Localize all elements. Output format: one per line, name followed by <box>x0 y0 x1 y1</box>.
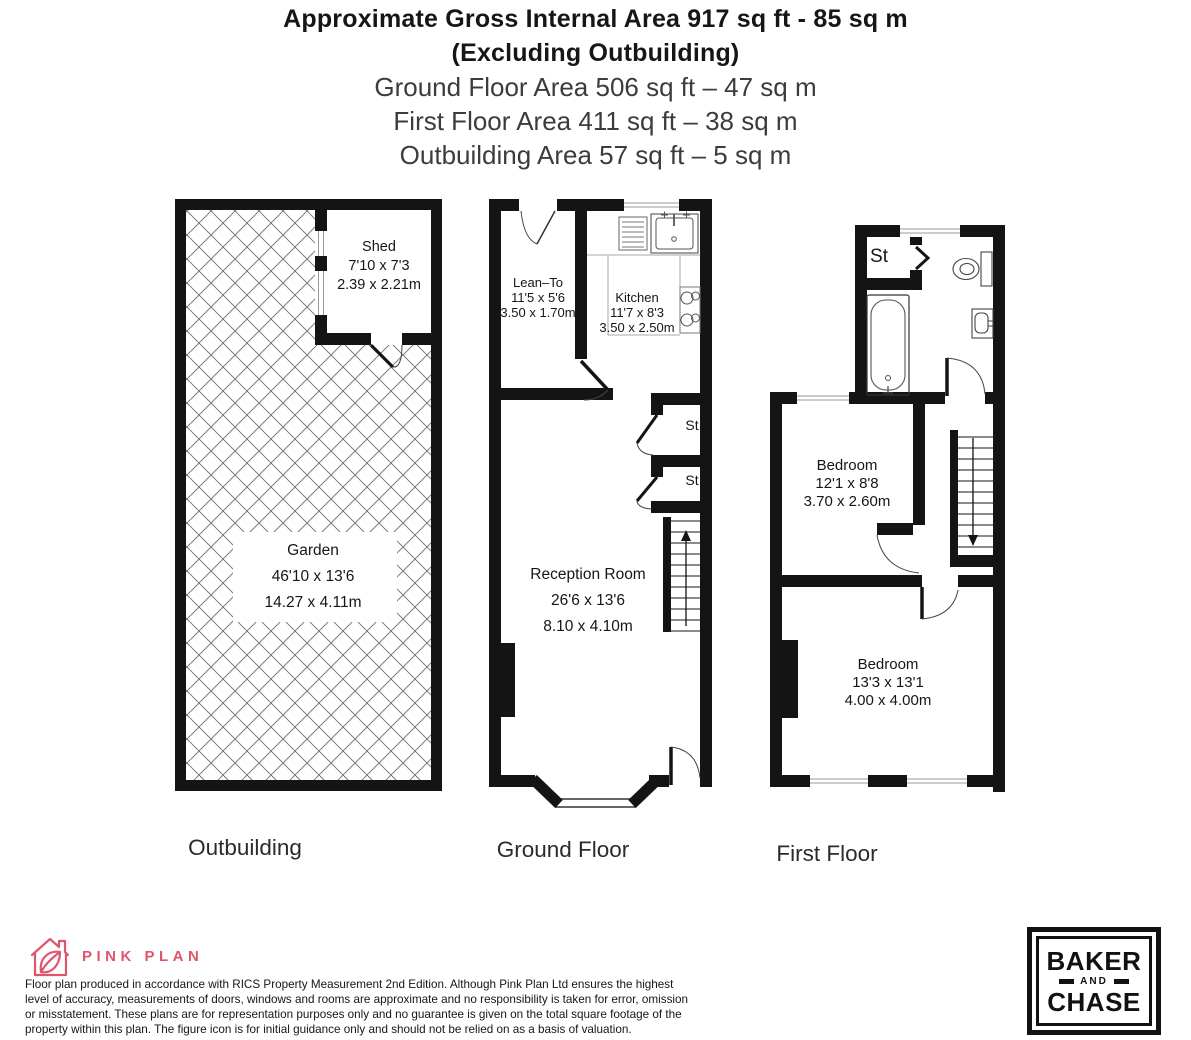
room-dims-metric: 3.50 x 1.70m <box>500 305 576 320</box>
store1-label: St <box>685 417 699 433</box>
agent-logo-middle-row <box>1059 976 1129 987</box>
room-name: Reception Room <box>530 566 646 583</box>
bedroom-rear-door <box>922 587 958 619</box>
room-dims-imperial: 46'10 x 13'6 <box>271 568 355 585</box>
agent-word-baker: BAKER <box>1046 945 1142 976</box>
room-name: Kitchen <box>615 290 659 305</box>
toilet <box>953 252 992 286</box>
ground-floor-caption: Ground Floor <box>496 837 630 862</box>
lean-to-door <box>519 199 557 244</box>
room-dims-imperial: 11'5 x 5'6 <box>511 290 565 305</box>
room-dims-imperial: 12'1 x 8'8 <box>815 475 879 492</box>
chimney-breast <box>501 643 515 717</box>
left-bar <box>1059 979 1074 984</box>
room-name: Garden <box>287 542 339 559</box>
chimney-breast <box>782 640 798 718</box>
pink-plan-wordmark: PINK PLAN <box>82 948 204 965</box>
entrance-door <box>671 747 700 785</box>
kitchen-window <box>624 199 679 211</box>
store1-door <box>637 415 657 455</box>
reception-room-label <box>530 562 645 640</box>
room-dims-imperial: 26'6 x 13'6 <box>550 592 626 609</box>
pink-plan-house-icon <box>27 934 73 980</box>
header <box>0 2 1191 172</box>
bathtub <box>867 295 909 395</box>
kitchen-sink <box>619 212 698 254</box>
right-bar <box>1114 979 1129 984</box>
bathroom-door <box>945 358 985 404</box>
outbuilding-area-line: Outbuilding Area 57 sq ft – 5 sq m <box>399 140 792 170</box>
room-dims-metric: 3.50 x 2.50m <box>599 320 675 335</box>
store-bifold-door <box>916 247 928 269</box>
room-dims-metric: 8.10 x 4.10m <box>543 618 633 635</box>
stairs-down <box>958 437 993 547</box>
disclaimer-text: Floor plan produced in accordance with RICS Property Measurement 2nd Edition. Although Pink Plan Ltd ensures the highest level of accuracy, measurements of doors, windows and rooms are approximate and no responsibility is taken for error, omission or misstatement. These plans are for representation purposes only and no guarantee is given on the total square footage of the property within this plan. The figure icon is for initial guidance only and should not be relied on as a basis of valuation. <box>25 978 689 1036</box>
first-floor-store-label: St <box>870 246 888 267</box>
room-dims-imperial: 11'7 x 8'3 <box>610 305 664 320</box>
bedroom-front-door <box>877 535 919 573</box>
outbuilding-caption: Outbuilding <box>188 835 302 860</box>
store2-label: St <box>685 472 699 488</box>
room-name: Lean–To <box>513 275 563 290</box>
shed-label <box>337 238 421 295</box>
agent-word-and: AND <box>1080 975 1108 987</box>
agent-word-chase: CHASE <box>1047 986 1141 1017</box>
hob <box>680 287 700 333</box>
baker-and-chase-logo <box>1027 927 1161 1035</box>
room-name: Bedroom <box>857 656 919 673</box>
bedroom-front-window <box>797 392 849 404</box>
room-dims-metric: 3.70 x 2.60m <box>803 493 891 510</box>
gross-area-line: Approximate Gross Internal Area 917 sq ft - 85 sq m <box>283 5 908 33</box>
room-dims-imperial: 7'10 x 7'3 <box>348 258 410 274</box>
room-name: Shed <box>362 239 396 255</box>
bedroom-rear-label <box>845 656 932 710</box>
room-dims-imperial: 13'3 x 13'1 <box>852 674 924 691</box>
room-name: Bedroom <box>816 457 878 474</box>
bedroom-front-label <box>804 457 891 511</box>
bathroom-window <box>900 225 960 237</box>
excluding-line: (Excluding Outbuilding) <box>451 39 740 67</box>
room-dims-metric: 4.00 x 4.00m <box>844 692 932 709</box>
bay-window <box>533 779 658 809</box>
shed-windows <box>315 231 327 315</box>
kitchen-label <box>599 290 674 335</box>
basin <box>972 309 993 338</box>
ground-floor-area-line: Ground Floor Area 506 sq ft – 47 sq m <box>374 72 817 102</box>
baker-and-chase-logo-inner <box>1036 936 1152 1026</box>
stairs-up <box>671 521 700 631</box>
room-dims-metric: 14.27 x 4.11m <box>264 594 362 611</box>
room-dims-metric: 2.39 x 2.21m <box>337 277 421 293</box>
lean-to-label <box>500 275 575 320</box>
first-floor-area-line: First Floor Area 411 sq ft – 38 sq m <box>393 106 798 136</box>
first-floor-caption: First Floor <box>776 841 878 866</box>
garden-label <box>264 538 361 616</box>
